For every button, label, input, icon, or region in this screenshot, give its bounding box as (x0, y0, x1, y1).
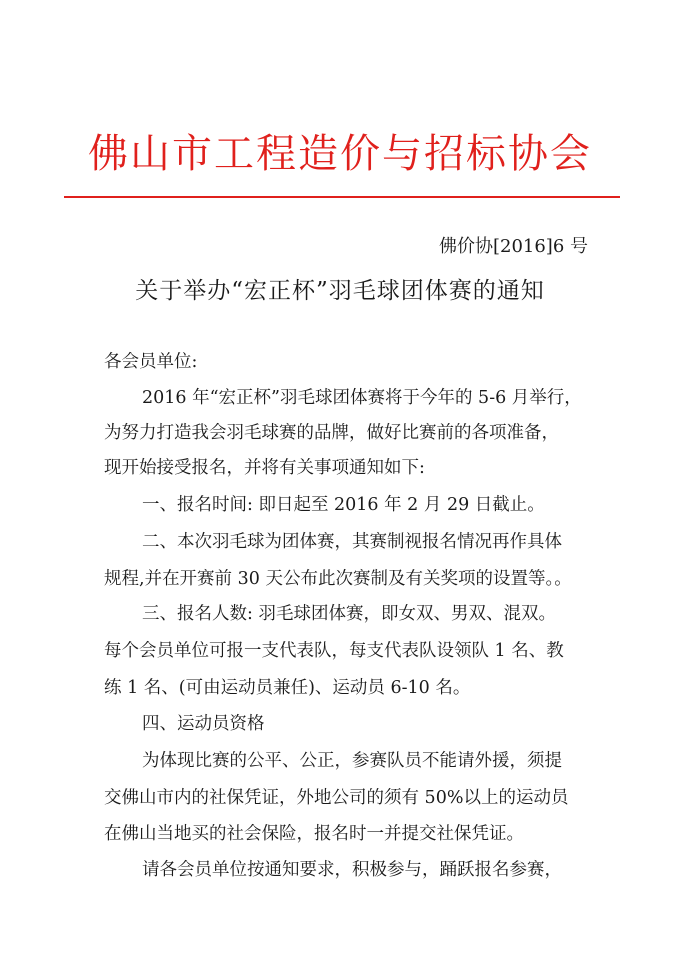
body-line: 三、报名人数: 羽毛球团体赛，即女双、男双、混双。 (142, 604, 556, 624)
body-line: 交佛山市内的社保凭证，外地公司的须有 50%以上的运动员 (104, 788, 569, 808)
letterhead-title: 佛山市工程造价与招标协会 (88, 131, 592, 177)
body-line: 为体现比赛的公平、公正，参赛队员不能请外援，须提 (142, 751, 562, 771)
body-line: 练 1 名、(可由运动员兼任)、运动员 6-10 名。 (104, 678, 471, 698)
letterhead-red-rule (64, 196, 620, 198)
body-line: 请各会员单位按通知要求，积极参与，踊跃报名参赛， (142, 860, 562, 880)
body-line: 每个会员单位可报一支代表队，每支代表队设领队 1 名、教 (104, 641, 564, 661)
body-line: 2016 年“宏正杯”羽毛球团体赛将于今年的 5-6 月举行， (142, 388, 582, 408)
body-line: 四、运动员资格 (142, 714, 265, 734)
body-line: 在佛山当地买的社会保险，报名时一并提交社保凭证。 (104, 824, 524, 844)
body-line: 现开始接受报名，并将有关事项通知如下: (104, 458, 425, 478)
body-line: 二、本次羽毛球为团体赛，其赛制视报名情况再作具体 (142, 532, 562, 552)
salutation: 各会员单位: (104, 352, 198, 372)
body-line: 为努力打造我会羽毛球赛的品牌，做好比赛前的各项准备， (104, 423, 559, 443)
document-number: 佛价协[2016]6 号 (438, 236, 588, 257)
body-line: 一、报名时间: 即日起至 2016 年 2 月 29 日截止。 (142, 495, 545, 515)
body-line: 规程,并在开赛前 30 天公布此次赛制及有关奖项的设置等。。 (104, 569, 572, 589)
notice-title: 关于举办“宏正杯”羽毛球团体赛的通知 (135, 278, 545, 304)
